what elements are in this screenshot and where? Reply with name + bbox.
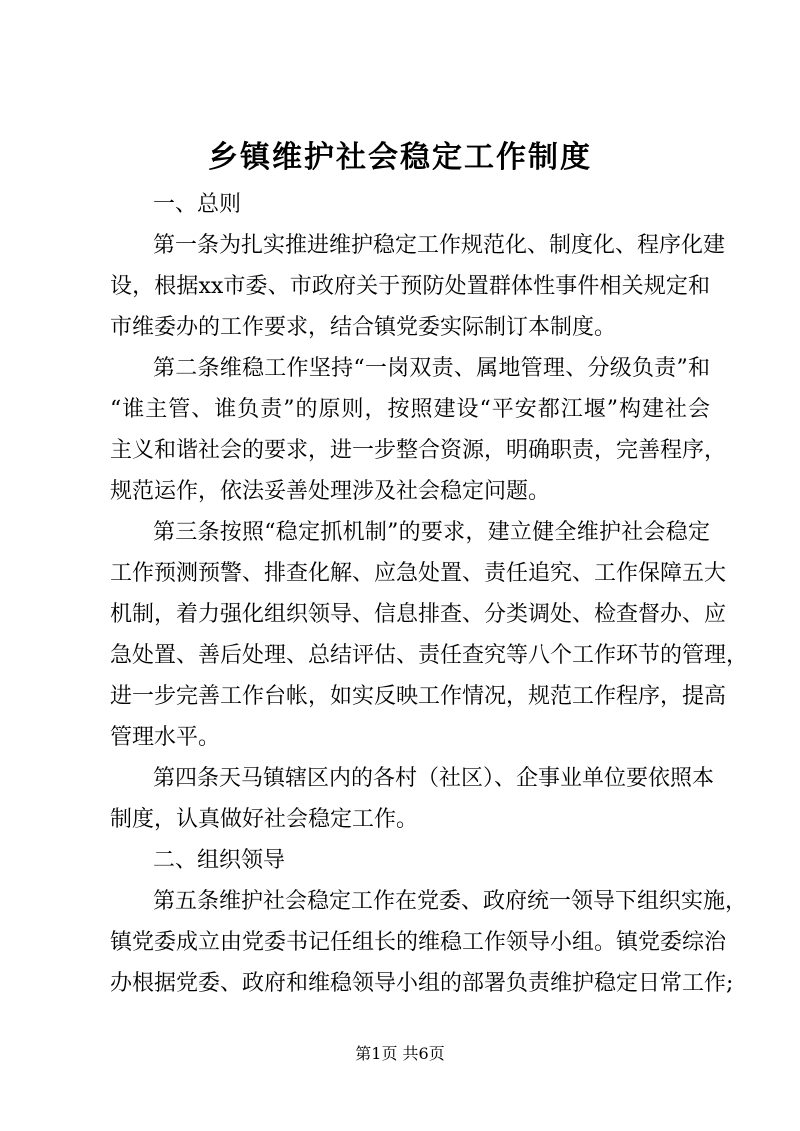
- paragraph-line: 第三条按照“稳定抓机制”的要求，建立健全维护社会稳定: [153, 520, 710, 545]
- document-title: 乡镇维护社会稳定工作制度: [208, 140, 592, 175]
- paragraph-line: 办根据党委、政府和维稳领导小组的部署负责维护稳定日常工作;: [110, 971, 734, 996]
- paragraph-line: 规范运作，依法妥善处理涉及社会稳定问题。: [110, 479, 551, 504]
- section-heading: 二、组织领导: [153, 848, 286, 873]
- paragraph-line: “谁主管、谁负责”的原则，按照建设“平安都江堰”构建社会: [110, 397, 710, 422]
- paragraph-line: 第二条维稳工作坚持“一岗双责、属地管理、分级负责”和: [153, 356, 710, 381]
- paragraph-line: 进一步完善工作台帐，如实反映工作情况，规范工作程序，提高: [110, 684, 727, 709]
- paragraph-line: 主义和谐社会的要求，进一步整合资源，明确职责，完善程序，: [110, 438, 727, 463]
- paragraph-line: 工作预测预警、排查化解、应急处置、责任追究、工作保障五大: [110, 561, 727, 586]
- page-footer: 第1页 共6页: [355, 1044, 445, 1063]
- paragraph-line: 市维委办的工作要求，结合镇党委实际制订本制度。: [110, 315, 617, 340]
- paragraph-line: 机制，着力强化组织领导、信息排查、分类调处、检查督办、应: [110, 602, 727, 627]
- section-heading: 一、总则: [153, 192, 242, 217]
- paragraph-line: 制度，认真做好社会稳定工作。: [110, 807, 419, 832]
- paragraph-line: 第一条为扎实推进维护稳定工作规范化、制度化、程序化建: [153, 233, 726, 258]
- paragraph-line: 镇党委成立由党委书记任组长的维稳工作领导小组。镇党委综治: [110, 930, 727, 955]
- paragraph-line: 管理水平。: [110, 725, 221, 750]
- paragraph-line: 第五条维护社会稳定工作在党委、政府统一领导下组织实施，: [153, 889, 748, 914]
- paragraph-line: 设，根据xx市委、市政府关于预防处置群体性事件相关规定和: [110, 274, 710, 299]
- paragraph-line: 急处置、善后处理、总结评估、责任查究等八个工作环节的管理，: [110, 643, 749, 668]
- paragraph-line: 第四条天马镇辖区内的各村（社区）、企事业单位要依照本: [153, 766, 715, 791]
